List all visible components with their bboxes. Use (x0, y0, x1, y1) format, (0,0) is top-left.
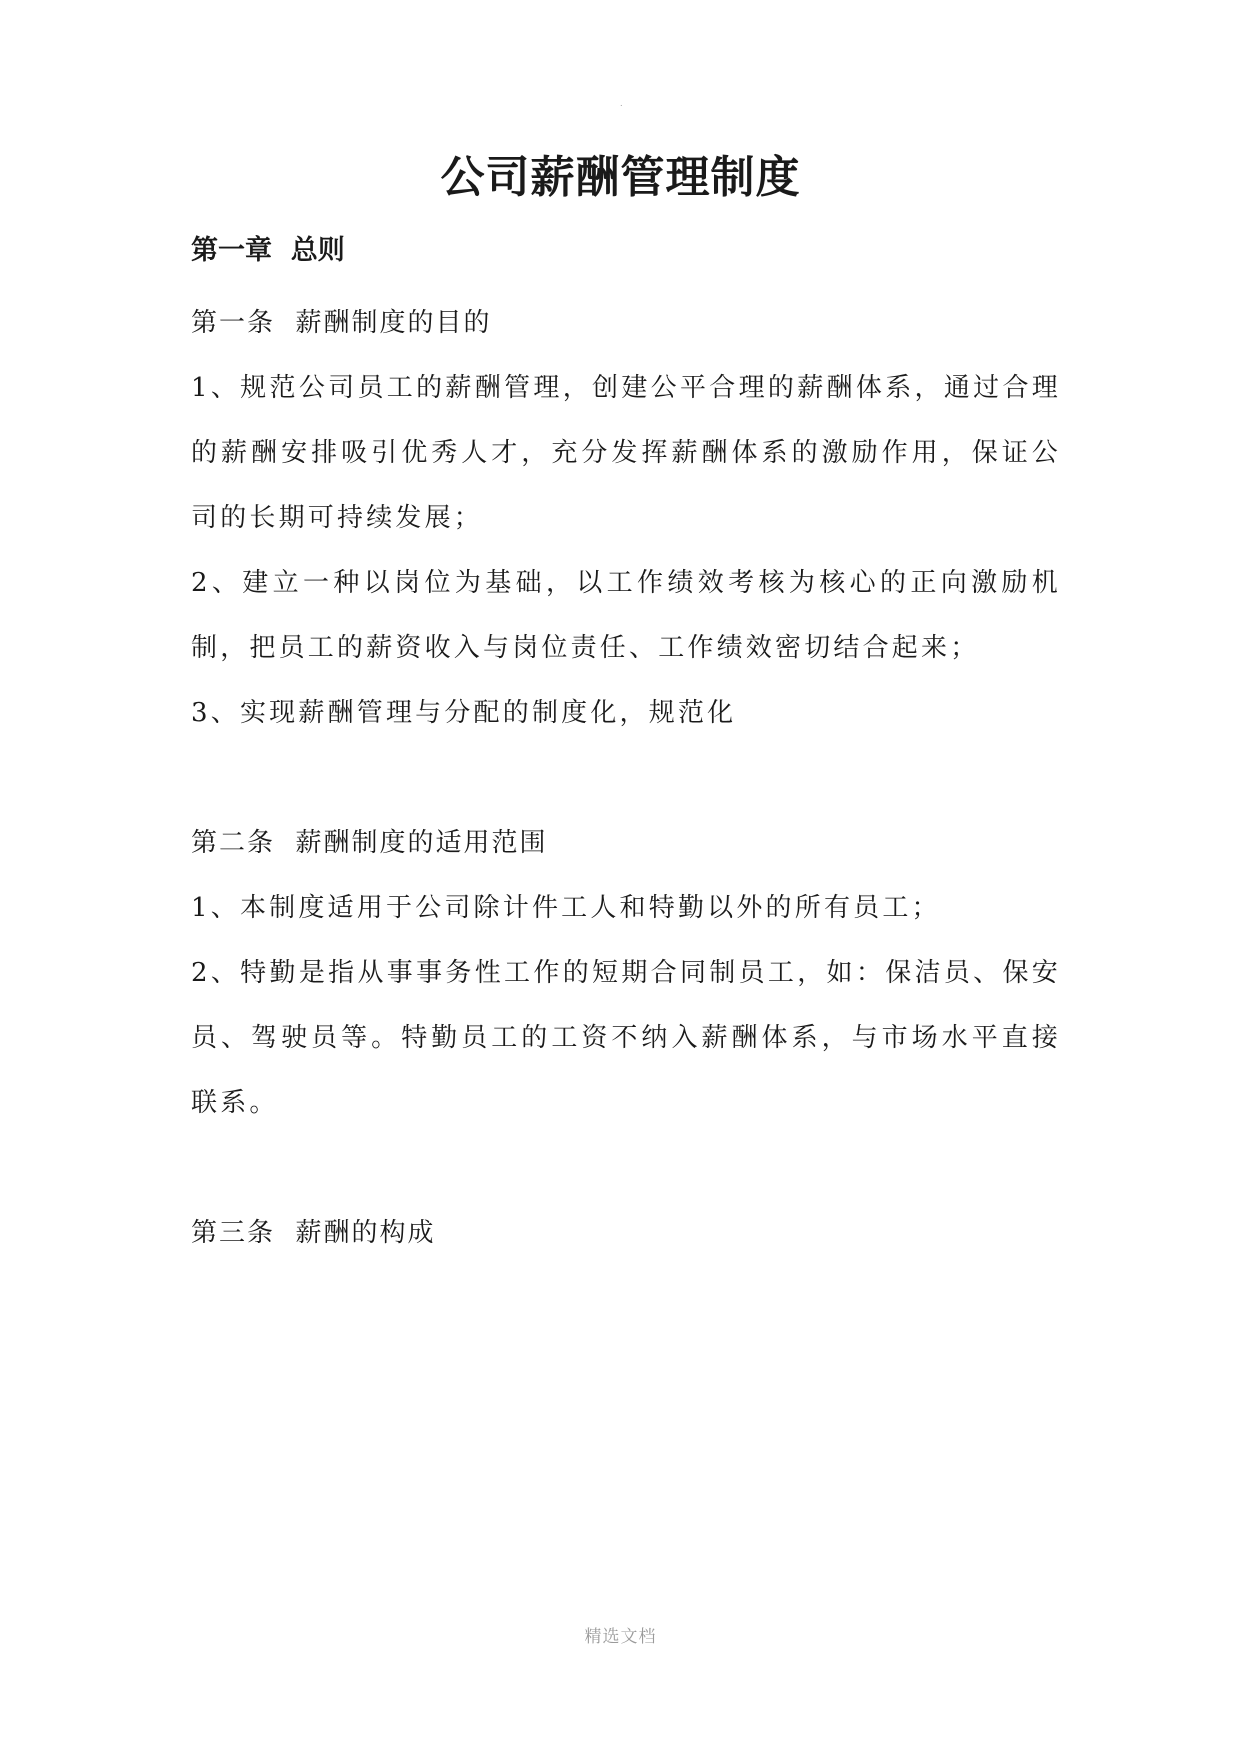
article-1-item-2: 2、建立一种以岗位为基础，以工作绩效考核为核心的正向激励机制，把员工的薪资收入与岗位责任、工作绩效密切结合起来； (191, 568, 1061, 663)
document-body (191, 226, 1061, 1266)
document-title: 公司薪酬管理制度 (440, 152, 801, 203)
chapter-heading: 第一章 总则 (191, 235, 345, 266)
article-3-heading: 第三条 薪酬的构成 (191, 1218, 436, 1248)
section-spacer (191, 1136, 1061, 1201)
section-spacer (191, 746, 1061, 811)
header-mark: . (620, 99, 623, 108)
article-2-item-1: 1、本制度适用于公司除计件工人和特勤以外的所有员工； (191, 893, 941, 923)
article-1-heading: 第一条 薪酬制度的目的 (191, 308, 492, 338)
footer-label: 精选文档 (584, 1627, 657, 1647)
article-1-item-3: 3、实现薪酬管理与分配的制度化，规范化 (191, 698, 737, 728)
article-2-item-2: 2、特勤是指从事事务性工作的短期合同制员工，如：保洁员、保安员、驾驶员等。特勤员工的工资不纳入薪酬体系，与市场水平直接联系。 (191, 958, 1061, 1118)
article-1-item-1: 1、规范公司员工的薪酬管理，创建公平合理的薪酬体系，通过合理的薪酬安排吸引优秀人才，充分发挥薪酬体系的激励作用，保证公司的长期可持续发展； (191, 373, 1061, 533)
article-2-heading: 第二条 薪酬制度的适用范围 (191, 828, 548, 858)
